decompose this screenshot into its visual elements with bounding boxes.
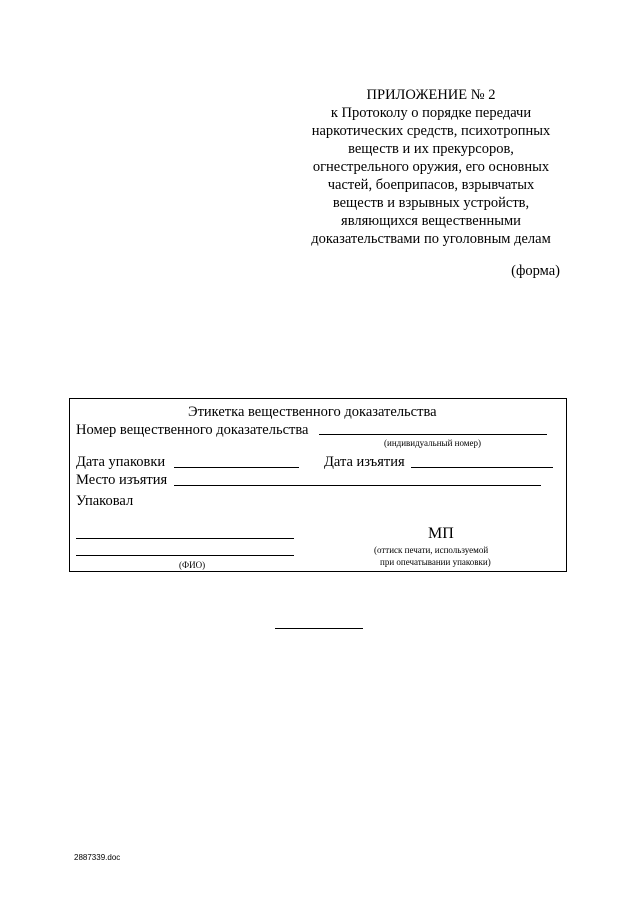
packed-by-field-1[interactable] xyxy=(76,538,294,539)
fio-hint: (ФИО) xyxy=(179,560,206,570)
seizure-date-label: Дата изъятия xyxy=(324,454,405,470)
evidence-number-label: Номер вещественного доказательства xyxy=(76,422,309,438)
form-note: (форма) xyxy=(511,263,560,279)
appendix-line-2: наркотических средств, психотропных xyxy=(311,123,551,139)
evidence-number-hint: (индивидуальный номер) xyxy=(384,438,481,448)
packing-date-field[interactable] xyxy=(174,467,299,468)
packing-date-label: Дата упаковки xyxy=(76,454,166,470)
appendix-line-6: веществ и взрывных устройств, xyxy=(332,195,530,211)
stamp-hint-line-1: (оттиск печати, используемой xyxy=(374,545,489,555)
appendix-title: ПРИЛОЖЕНИЕ № 2 xyxy=(366,87,496,103)
appendix-line-4: огнестрельного оружия, его основных xyxy=(312,159,550,175)
seizure-place-field[interactable] xyxy=(174,485,541,486)
stamp-hint-line-2: при опечатывании упаковки) xyxy=(380,557,491,567)
seizure-date-field[interactable] xyxy=(411,467,553,468)
appendix-line-7: являющихся вещественными xyxy=(341,213,521,229)
appendix-line-1: к Протоколу о порядке передачи xyxy=(330,105,532,121)
appendix-line-8: доказательствами по уголовным делам xyxy=(311,231,551,247)
packed-by-label: Упаковал xyxy=(76,493,134,509)
appendix-header xyxy=(298,86,564,248)
packed-by-field-2[interactable] xyxy=(76,555,294,556)
separator-line xyxy=(275,628,363,629)
file-name: 2887339.doc xyxy=(74,853,121,862)
appendix-line-3: веществ и их прекурсоров, xyxy=(348,141,514,157)
label-title: Этикетка вещественного доказательства xyxy=(188,404,437,420)
evidence-label-form xyxy=(69,398,567,572)
seizure-place-label: Место изъятия xyxy=(76,472,168,488)
evidence-number-field[interactable] xyxy=(319,434,547,435)
appendix-line-5: частей, боеприпасов, взрывчатых xyxy=(327,177,535,193)
stamp-label: МП xyxy=(428,525,454,542)
